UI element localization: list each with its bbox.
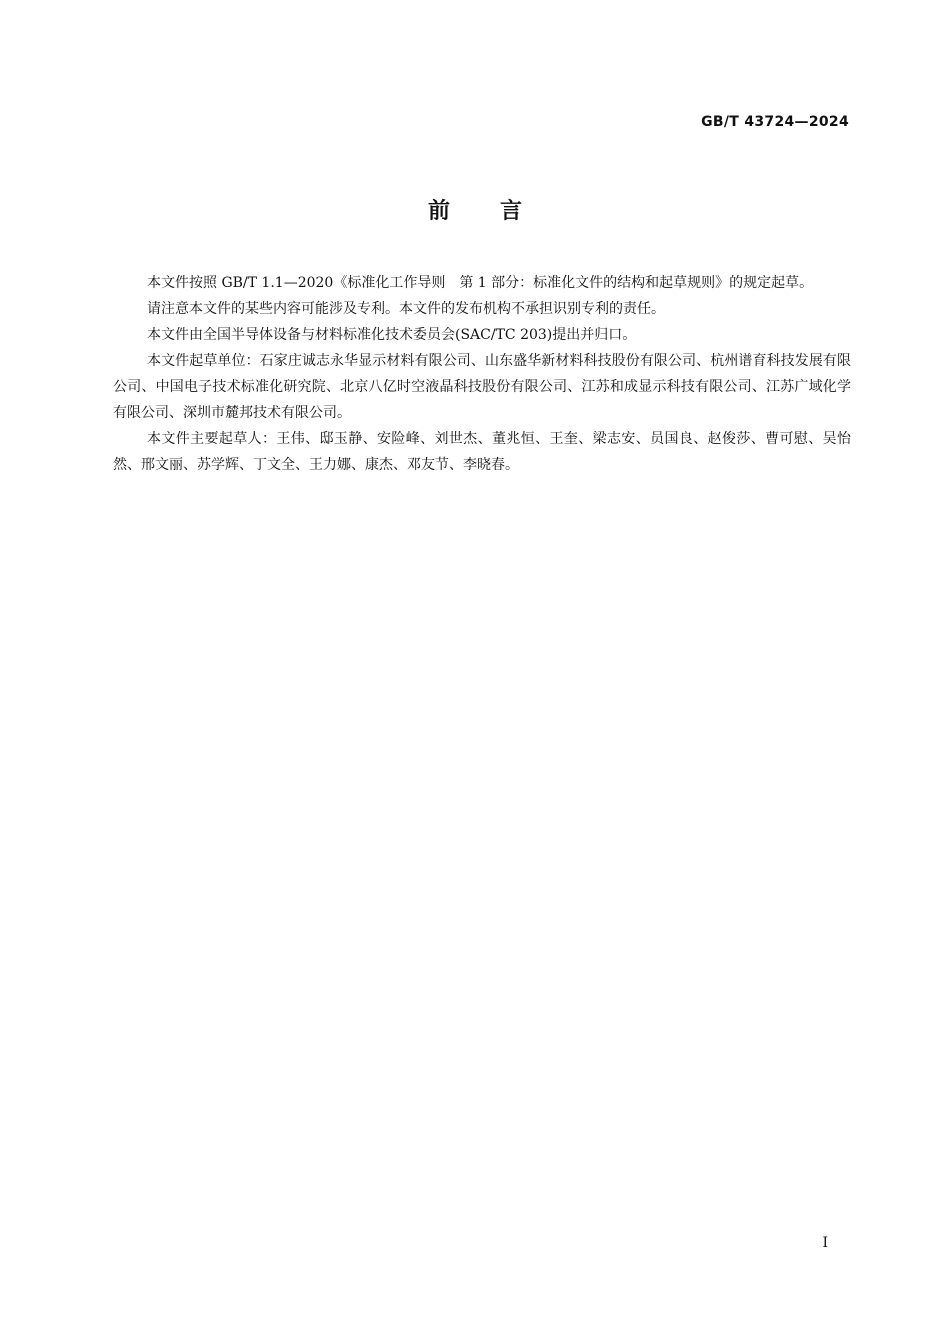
page-title: 前言 xyxy=(427,199,572,224)
paragraph-patent-notice: 请注意本文件的某些内容可能涉及专利。本文件的发布机构不承担识别专利的责任。 xyxy=(147,301,665,317)
standard-number: GB/T 43724—2024 xyxy=(701,114,849,130)
foreword-body xyxy=(113,270,851,478)
paragraph-drafters: 本文件主要起草人：王伟、邸玉静、安险峰、刘世杰、董兆恒、王奎、梁志安、员国良、赵俊莎、曹可慰、吴怡然、邢文丽、苏学辉、丁文全、王力娜、康杰、邓友节、李晓春。 xyxy=(113,431,851,473)
paragraph-drafting-units: 本文件起草单位：石家庄诚志永华显示材料有限公司、山东盛华新材料科技股份有限公司、杭州谱育科技发展有限公司、中国电子技术标准化研究院、北京八亿时空液晶科技股份有限公司、江苏和成显示科技有限公司、江苏广域化学有限公司、深圳市麓邦技术有限公司。 xyxy=(113,353,851,421)
paragraph-proposer: 本文件由全国半导体设备与材料标准化技术委员会(SAC/TC 203)提出并归口。 xyxy=(147,327,637,343)
page-number: I xyxy=(822,1235,828,1251)
paragraph-drafting-rules: 本文件按照 GB/T 1.1—2020《标准化工作导则 第 1 部分：标准化文件的结构和起草规则》的规定起草。 xyxy=(147,275,814,291)
